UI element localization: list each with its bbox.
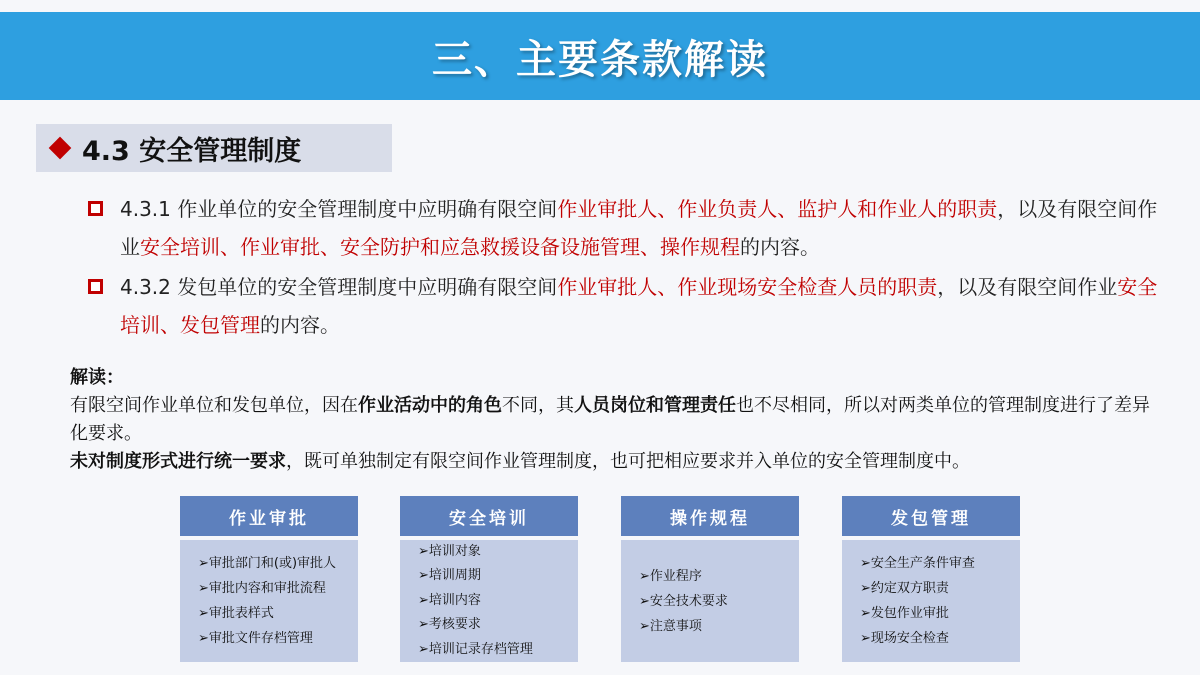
clause-highlight: 作业审批人、作业现场安全检查人员的职责 xyxy=(557,275,938,299)
square-bullet-icon xyxy=(88,201,103,216)
list-item: ➢审批表样式 xyxy=(198,606,274,621)
page-title: 三、主要条款解读 xyxy=(432,36,768,83)
list-item: ➢作业程序 xyxy=(639,568,702,584)
interpretation xyxy=(70,364,1160,476)
card-approval xyxy=(180,496,358,662)
section-heading xyxy=(36,124,392,172)
card-contracting xyxy=(842,496,1020,662)
clause-text: 4.3.1 作业单位的安全管理制度中应明确有限空间 xyxy=(120,197,558,221)
clause-highlight: 作业审批人、作业负责人、监护人和作业人的职责 xyxy=(557,197,998,221)
list-item: ➢培训周期 xyxy=(418,568,481,584)
card-body xyxy=(621,540,799,662)
list-item: ➢约定双方职责 xyxy=(860,581,949,596)
card-body xyxy=(842,540,1020,662)
section-title: 4.3 安全管理制度 xyxy=(82,135,302,167)
square-bullet-icon xyxy=(88,279,103,294)
interp-text: 有限空间作业单位和发包单位，因在 xyxy=(70,395,358,416)
clause-list xyxy=(84,190,1164,346)
clause-text: 的内容。 xyxy=(260,313,340,337)
interp-bold: 作业活动中的角色 xyxy=(358,395,502,416)
list-item: ➢安全生产条件审查 xyxy=(860,556,975,571)
clause-text: ，以及有限空间作业 xyxy=(937,275,1118,299)
list-item: ➢培训对象 xyxy=(418,543,481,559)
card-title: 操作规程 xyxy=(621,496,799,536)
topic-cards xyxy=(180,496,1020,666)
card-body xyxy=(400,540,578,662)
interpretation-label: 解读： xyxy=(70,367,124,388)
interp-text: 也不尽相同，所以对两类单位的管理制度进行了差异化要求。 xyxy=(70,395,1150,444)
interp-text: ，既可单独制定有限空间作业管理制度，也可把相应要求并入单位的安全管理制度中。 xyxy=(286,451,970,472)
card-training xyxy=(400,496,578,662)
list-item: ➢培训记录存档管理 xyxy=(418,641,533,657)
list-item: ➢考核要求 xyxy=(418,617,481,633)
card-title: 作业审批 xyxy=(180,496,358,536)
list-item: ➢发包作业审批 xyxy=(860,606,949,621)
diamond-bullet-icon xyxy=(49,137,72,160)
card-title: 发包管理 xyxy=(842,496,1020,536)
list-item: ➢现场安全检查 xyxy=(860,631,949,646)
interp-bold: 人员岗位和管理责任 xyxy=(574,395,736,416)
list-item: ➢审批部门和(或)审批人 xyxy=(198,556,337,571)
list-item: ➢注意事项 xyxy=(639,618,702,634)
clause-text: 的内容。 xyxy=(740,235,820,259)
card-body xyxy=(180,540,358,662)
clause-highlight: 安全培训、作业审批、安全防护和应急救援设备设施管理、操作规程 xyxy=(140,235,740,259)
clause-text: ，以及有限空间作业 xyxy=(120,197,1158,259)
clause-highlight: 安全培训、发包管理 xyxy=(120,275,1158,337)
clause-text: 4.3.2 发包单位的安全管理制度中应明确有限空间 xyxy=(120,275,558,299)
clause-item xyxy=(84,268,1164,344)
interp-text: 不同，其 xyxy=(502,395,574,416)
list-item: ➢审批内容和审批流程 xyxy=(198,581,326,596)
list-item: ➢培训内容 xyxy=(418,592,481,608)
header-bar xyxy=(0,12,1200,100)
interp-bold: 未对制度形式进行统一要求 xyxy=(70,451,286,472)
list-item: ➢审批文件存档管理 xyxy=(198,631,313,646)
list-item: ➢安全技术要求 xyxy=(639,593,728,609)
card-title: 安全培训 xyxy=(400,496,578,536)
card-procedure xyxy=(621,496,799,662)
clause-item xyxy=(84,190,1164,266)
